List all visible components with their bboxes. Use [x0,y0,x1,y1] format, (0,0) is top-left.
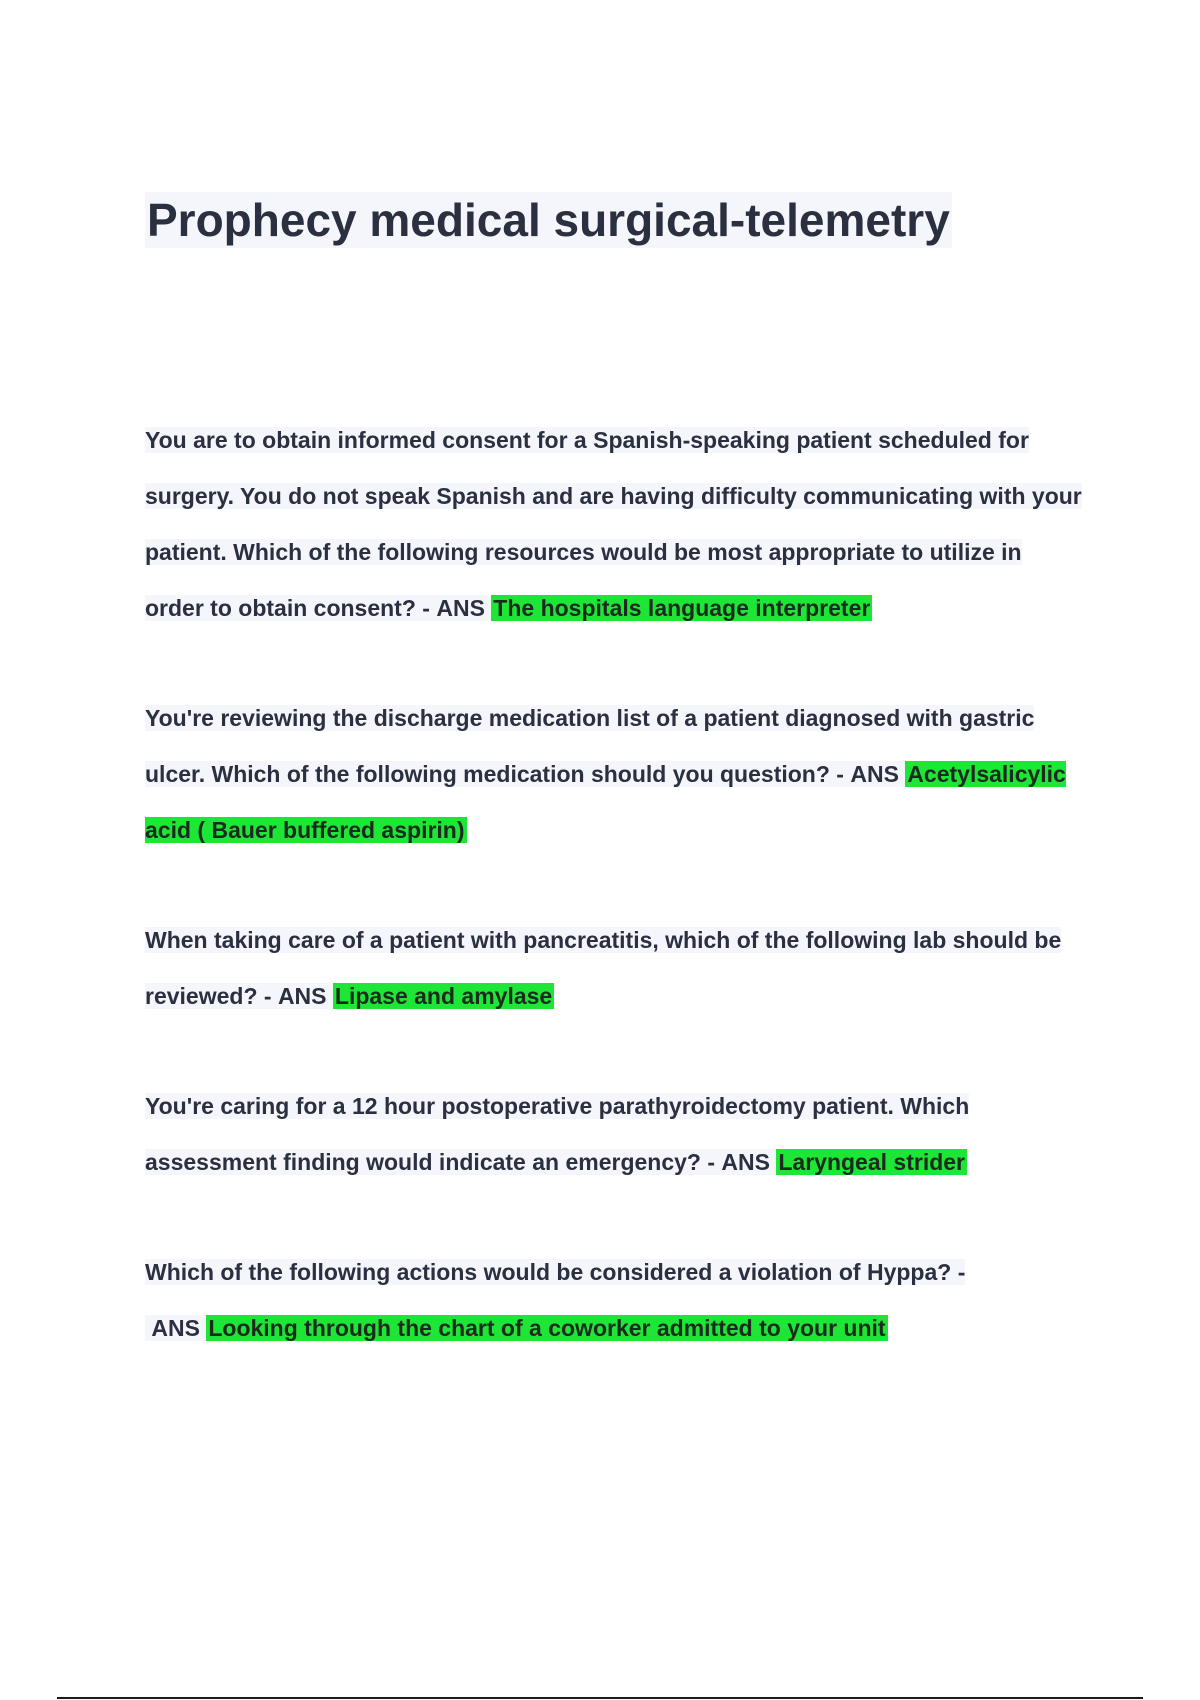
qa-item-1 [145,412,1085,636]
qa-item-3 [145,912,1085,1024]
question-text: Which of the following actions would be considered a violation of Hyppa? - [145,1259,966,1285]
ans-marker: ANS [721,1149,770,1175]
qa-item-5 [145,1244,1085,1356]
ans-marker: ANS [277,983,327,1009]
footer-rule [57,1697,1143,1699]
question-text: When taking care of a patient with pancreatitis, which of the following lab should be reviewed? - [145,927,1062,1009]
answer-highlight: Looking through the chart of a coworker admitted to your unit [208,1315,886,1341]
ans-marker: ANS [151,1315,200,1341]
qa-item-2 [145,690,1085,858]
answer-highlight: Laryngeal strider [778,1149,966,1175]
answer-highlight: Lipase and amylase [334,983,553,1009]
question-text: You're reviewing the discharge medication list of a patient diagnosed with gastric ulcer. Which of the following medication should you question? - [145,705,1035,787]
question-text: You're caring for a 12 hour postoperative parathyroidectomy patient. Which assessment finding would indicate an emergency? - [145,1093,970,1175]
qa-item-4 [145,1078,1085,1190]
question-text: You are to obtain informed consent for a Spanish-speaking patient scheduled for surgery. You do not speak Spanish and are having difficulty communicating with your patient. Which of the following resources would be most appropriate to utilize in order to obtain consent? - [145,427,1082,621]
document-title: Prophecy medical surgical-telemetry [147,194,950,246]
ans-marker: ANS [436,595,485,621]
answer-highlight: Acetylsalicylic acid ( Bauer buffered aspirin) [145,761,1066,843]
answer-highlight: The hospitals language interpreter [493,595,871,621]
ans-marker: ANS [850,761,899,787]
qa-list [145,412,1085,1410]
